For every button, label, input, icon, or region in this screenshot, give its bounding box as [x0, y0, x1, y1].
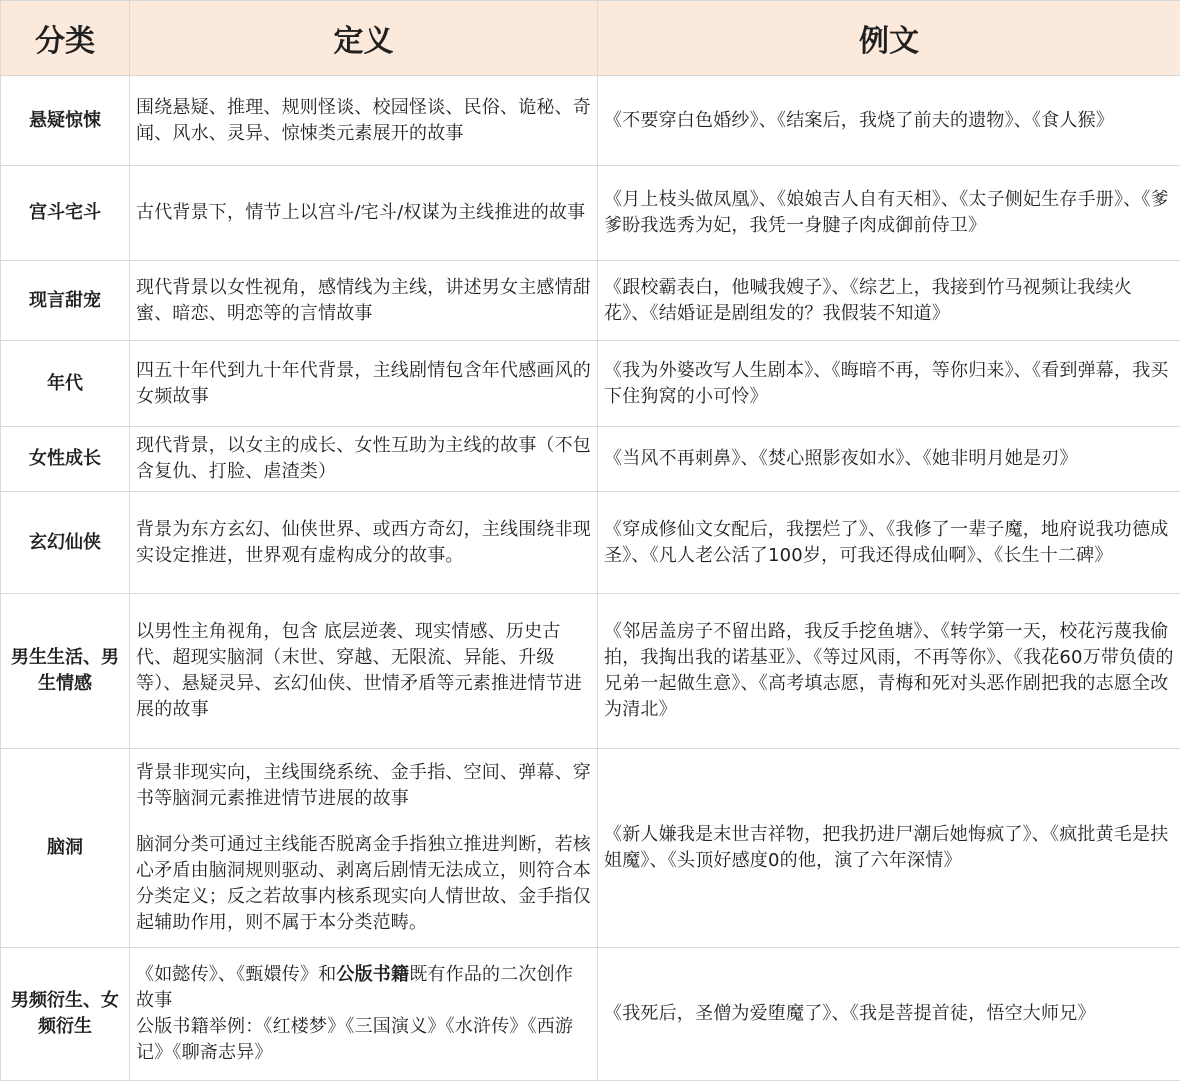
category-cell: 脑洞 [1, 749, 130, 948]
example-cell: 《月上枝头做凤凰》、《娘娘吉人自有天相》、《太子侧妃生存手册》、《爹爹盼我选秀为妃，我凭一身腱子肉成御前侍卫》 [598, 166, 1180, 261]
definition-cell: 现代背景，以女主的成长、女性互助为主线的故事（不包含复仇、打脸、虐渣类） [130, 427, 598, 492]
definition-note: 脑洞分类可通过主线能否脱离金手指独立推进判断，若核心矛盾由脑洞规则驱动、剥离后剧情无法成立，则符合本分类定义；反之若故事内核系现实向人情世故、金手指仅起辅助作用，则不属于本分类范畴。 [136, 834, 591, 933]
header-row [1, 1, 1180, 76]
example-cell: 《新人嫌我是末世吉祥物，把我扔进尸潮后她悔疯了》、《疯批黄毛是扶姐魔》、《头顶好感度0的他，演了六年深情》 [598, 749, 1180, 948]
header-definition: 定义 [130, 1, 598, 76]
definition-cell: 四五十年代到九十年代背景，主线剧情包含年代感画风的女频故事 [130, 341, 598, 427]
category-cell: 现言甜宠 [1, 261, 130, 341]
example-cell: 《我为外婆改写人生剧本》、《晦暗不再，等你归来》、《看到弹幕，我买下住狗窝的小可怜》 [598, 341, 1180, 427]
header-category: 分类 [1, 1, 130, 76]
table-row [1, 76, 1180, 166]
table-row [1, 427, 1180, 492]
category-cell: 男生生活、男生情感 [1, 594, 130, 749]
table-row [1, 948, 1180, 1081]
table-row [1, 492, 1180, 594]
definition-cell: 古代背景下，情节上以宫斗/宅斗/权谋为主线推进的故事 [130, 166, 598, 261]
table-row [1, 341, 1180, 427]
example-cell: 《穿成修仙文女配后，我摆烂了》、《我修了一辈子魔，地府说我功德成圣》、《凡人老公活了100岁，可我还得成仙啊》、《长生十二碑》 [598, 492, 1180, 594]
definition-cell: 以男性主角视角，包含 底层逆袭、现实情感、历史古代、超现实脑洞（末世、穿越、无限流、异能、升级等）、悬疑灵异、玄幻仙侠、世情矛盾等元素推进情节进展的故事 [130, 594, 598, 749]
table-row [1, 749, 1180, 948]
example-cell: 《不要穿白色婚纱》、《结案后，我烧了前夫的遗物》、《食人猴》 [598, 76, 1180, 166]
definition-cell [130, 948, 598, 1081]
definition-cell: 现代背景以女性视角，感情线为主线，讲述男女主感情甜蜜、暗恋、明恋等的言情故事 [130, 261, 598, 341]
example-cell: 《当风不再刺鼻》、《焚心照影夜如水》、《她非明月她是刃》 [598, 427, 1180, 492]
table-row [1, 594, 1180, 749]
definition-text [136, 962, 591, 1014]
table-row [1, 166, 1180, 261]
example-cell: 《邻居盖房子不留出路，我反手挖鱼塘》、《转学第一天，校花污蔑我偷拍，我掏出我的诺基亚》、《等过风雨，不再等你》、《我花60万带负债的兄弟一起做生意》、《高考填志愿，青梅和死对头恶作剧把我的志愿全改为清北》 [598, 594, 1180, 749]
definition-cell: 背景为东方玄幻、仙侠世界、或西方奇幻，主线围绕非现实设定推进，世界观有虚构成分的故事。 [130, 492, 598, 594]
category-cell: 年代 [1, 341, 130, 427]
category-cell: 悬疑惊悚 [1, 76, 130, 166]
definition-text: 背景非现实向，主线围绕系统、金手指、空间、弹幕、穿书等脑洞元素推进情节进展的故事 [136, 762, 591, 809]
category-cell: 女性成长 [1, 427, 130, 492]
definition-cell [130, 749, 598, 948]
definition-part2: 既有作品的二次创作故事 [136, 964, 574, 1011]
definition-cell: 围绕悬疑、推理、规则怪谈、校园怪谈、民俗、诡秘、奇闻、风水、灵异、惊悚类元素展开的故事 [130, 76, 598, 166]
category-cell: 玄幻仙侠 [1, 492, 130, 594]
example-cell: 《跟校霸表白，他喊我嫂子》、《综艺上，我接到竹马视频让我续火花》、《结婚证是剧组发的？我假装不知道》 [598, 261, 1180, 341]
definition-part1: 《如懿传》、《甄嬛传》和 [136, 964, 337, 985]
table-row [1, 261, 1180, 341]
header-example: 例文 [598, 1, 1180, 76]
definition-bold: 公版书籍 [336, 964, 410, 985]
category-cell: 男频衍生、女频衍生 [1, 948, 130, 1081]
definition-note: 公版书籍举例：《红楼梦》《三国演义》《水浒传》《西游记》《聊斋志异》 [136, 1016, 574, 1063]
category-cell: 宫斗宅斗 [1, 166, 130, 261]
example-cell: 《我死后，圣僧为爱堕魔了》、《我是菩提首徒，悟空大师兄》 [598, 948, 1180, 1081]
